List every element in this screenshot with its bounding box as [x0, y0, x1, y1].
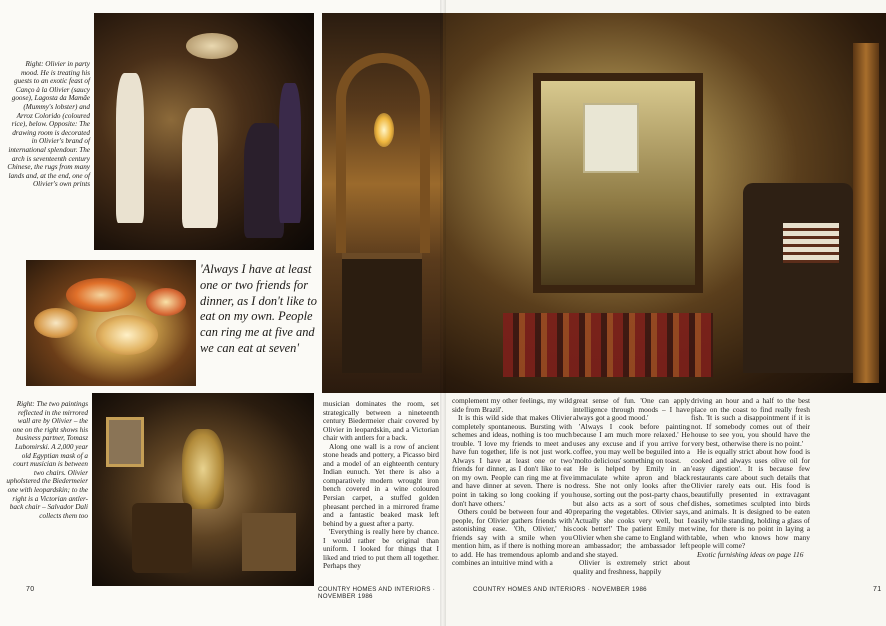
- paragraph: 'Always I cook before painting because I am much more relaxed.' He uses any excuse and if you arrive for coffee, you may well be beguiled into a 'molto delicious' something on toast.: [573, 421, 690, 465]
- paragraph: Others could be between four and 40 people, for Olivier gathers friends with astonishing ease. 'Oh, Olivier,' his friends say with a smile when you mention him, as if there is nothing more to add. He has tremendous aplomb and combines an intuitive mind with a: [452, 507, 572, 568]
- rice-dish: [96, 315, 158, 355]
- paragraph: great sense of fun. 'One can apply intelligence through moods – I have always got a good mood.': [573, 396, 690, 423]
- right-page: [443, 0, 886, 626]
- guest-figure: [244, 123, 284, 238]
- article-column-4: [691, 397, 810, 559]
- page-number-right: 71: [873, 586, 882, 593]
- painting: [106, 417, 144, 467]
- room-caption: Right: The two paintings reflected in the mirrored wall are by Olivier – the one on the right shows his business partner, Tomasz Lubomirski. A 2,000 year old Egyptian mask of a court musician is between two chairs. Olivier upholstered the Biedermeier one with leopardskin; to the right is a Victorian antler-back chair – Salvador Dali collects them too: [6, 400, 88, 520]
- mirrored-room-photo: [92, 393, 314, 586]
- article-column-2: [452, 397, 572, 568]
- egyptian-mask: [182, 429, 224, 509]
- paragraph: It is this wild side that makes Olivier completely spontaneous. Bursting with schemes and ideas, nothing is too much trouble. 'I love my friends to meet and have fun together, life is not just work. Always I have at least one or two friends for dinner, as I don't like to eat on my own. People can ring me at five and have dinner at seven. There is no point in taking so long cooking if you don't have others.': [452, 413, 572, 508]
- antler-chair: [242, 513, 296, 571]
- stand: [342, 253, 422, 373]
- carved-chair: [743, 183, 853, 373]
- folio-right: COUNTRY HOMES AND INTERIORS · NOVEMBER 1986: [473, 586, 647, 593]
- paragraph: complement my other feelings, my wild side from Brazil'.: [452, 396, 572, 414]
- paragraph: Olivier is extremely strict about quality and freshness, happily: [573, 558, 690, 576]
- paragraph: He is equally strict about how food is cooked and always uses olive oil for 'easy digestion'. It is because few restaurants care about such details that Olivier rarely eats out. His food is beautifully presented in extravagant dishes, sometimes sculpted into birds and animals. It is designed to be eaten easily while standing, holding a glass of wine, for there is no point in laying a table, when who knows how many people will come?: [691, 447, 810, 551]
- carved-column: [853, 43, 879, 383]
- book-stack: [783, 223, 839, 263]
- leopardskin-chair: [132, 503, 192, 573]
- folio-left: COUNTRY HOMES AND INTERIORS · NOVEMBER 1986: [318, 586, 436, 600]
- pull-quote: 'Always I have at least one or two friends for dinner, as I don't like to eat on my own. People can ring me at five and we can eat at seven': [200, 262, 317, 355]
- arch: [336, 53, 430, 253]
- party-caption: Right: Olivier in party mood. He is treating his guests to an exotic feast of Canço à la Olivier (saucy goose), Lagosta da Mamãe (Mummy's lobster) and Arroz Colorido (coloured rice), below. Opposite: The drawing room is decorated in Olivier's brand of international splendour. The arch is seventeenth century Chinese, the rugs from many lands and, at the end, one of Olivier's own prints: [7, 60, 90, 189]
- article-column-3: [573, 397, 690, 576]
- guest-figure: [182, 108, 218, 228]
- drawing-room-photo-left: [322, 13, 443, 393]
- article-column-1: [323, 400, 439, 571]
- feast-photo: [26, 260, 196, 386]
- side-dish: [146, 288, 186, 316]
- side-dish: [34, 308, 78, 338]
- cross-reference: Exotic furnishing ideas on page 116: [697, 549, 804, 559]
- guest-figure: [279, 83, 301, 223]
- print-artwork: [583, 103, 639, 173]
- lobster-dish: [66, 278, 136, 312]
- paragraph: He is helped by Emily in an immaculate white apron and black dress. She not only looks after the house, sorting out the post-party chaos, but also acts as a sort of sous chef preparing the vegetables. Olivier says, 'Actually she cooks very well, but I cook better!' The patient Emily met Olivier when she came to England with an ambassador; the ambassador left and she stayed.: [573, 464, 690, 559]
- party-photo: [94, 13, 314, 250]
- drawing-room-photo-right: [443, 13, 886, 393]
- paragraph: 'Everything is really here by chance. I would rather be original than uniform. I looked for things that I liked and tried to put them all together. Perhaps they: [323, 527, 439, 571]
- paragraph: driving an hour and a half to the best place on the coast to find really fresh fish. 'It is such a disappointment if it is not. If somebody comes out of their house to see you, you should have the very best, otherwise there is no point.': [691, 396, 810, 448]
- host-figure: [116, 73, 144, 223]
- lamp-glow: [374, 113, 394, 147]
- paragraph: Along one wall is a row of ancient stone heads and pottery, a Picasso bird and a model of an eighteenth century Indian eunuch. Yet there is also a comparatively modern wrought iron bench covered in a wine coloured Persian carpet, a stuffed golden pheasant perched in a mirrored frame and a fantastic beaked mask left behind by a guest after a party.: [323, 441, 439, 528]
- rug: [503, 313, 713, 377]
- page-number-left: 70: [26, 586, 35, 593]
- paragraph: musician dominates the room, set strategically between a nineteenth century Biedermeier chair covered by Olivier in leopardskin, and a Victorian chair with antlers for a back.: [323, 399, 439, 443]
- spine-gutter: [440, 0, 446, 626]
- lamp-shade: [186, 33, 238, 59]
